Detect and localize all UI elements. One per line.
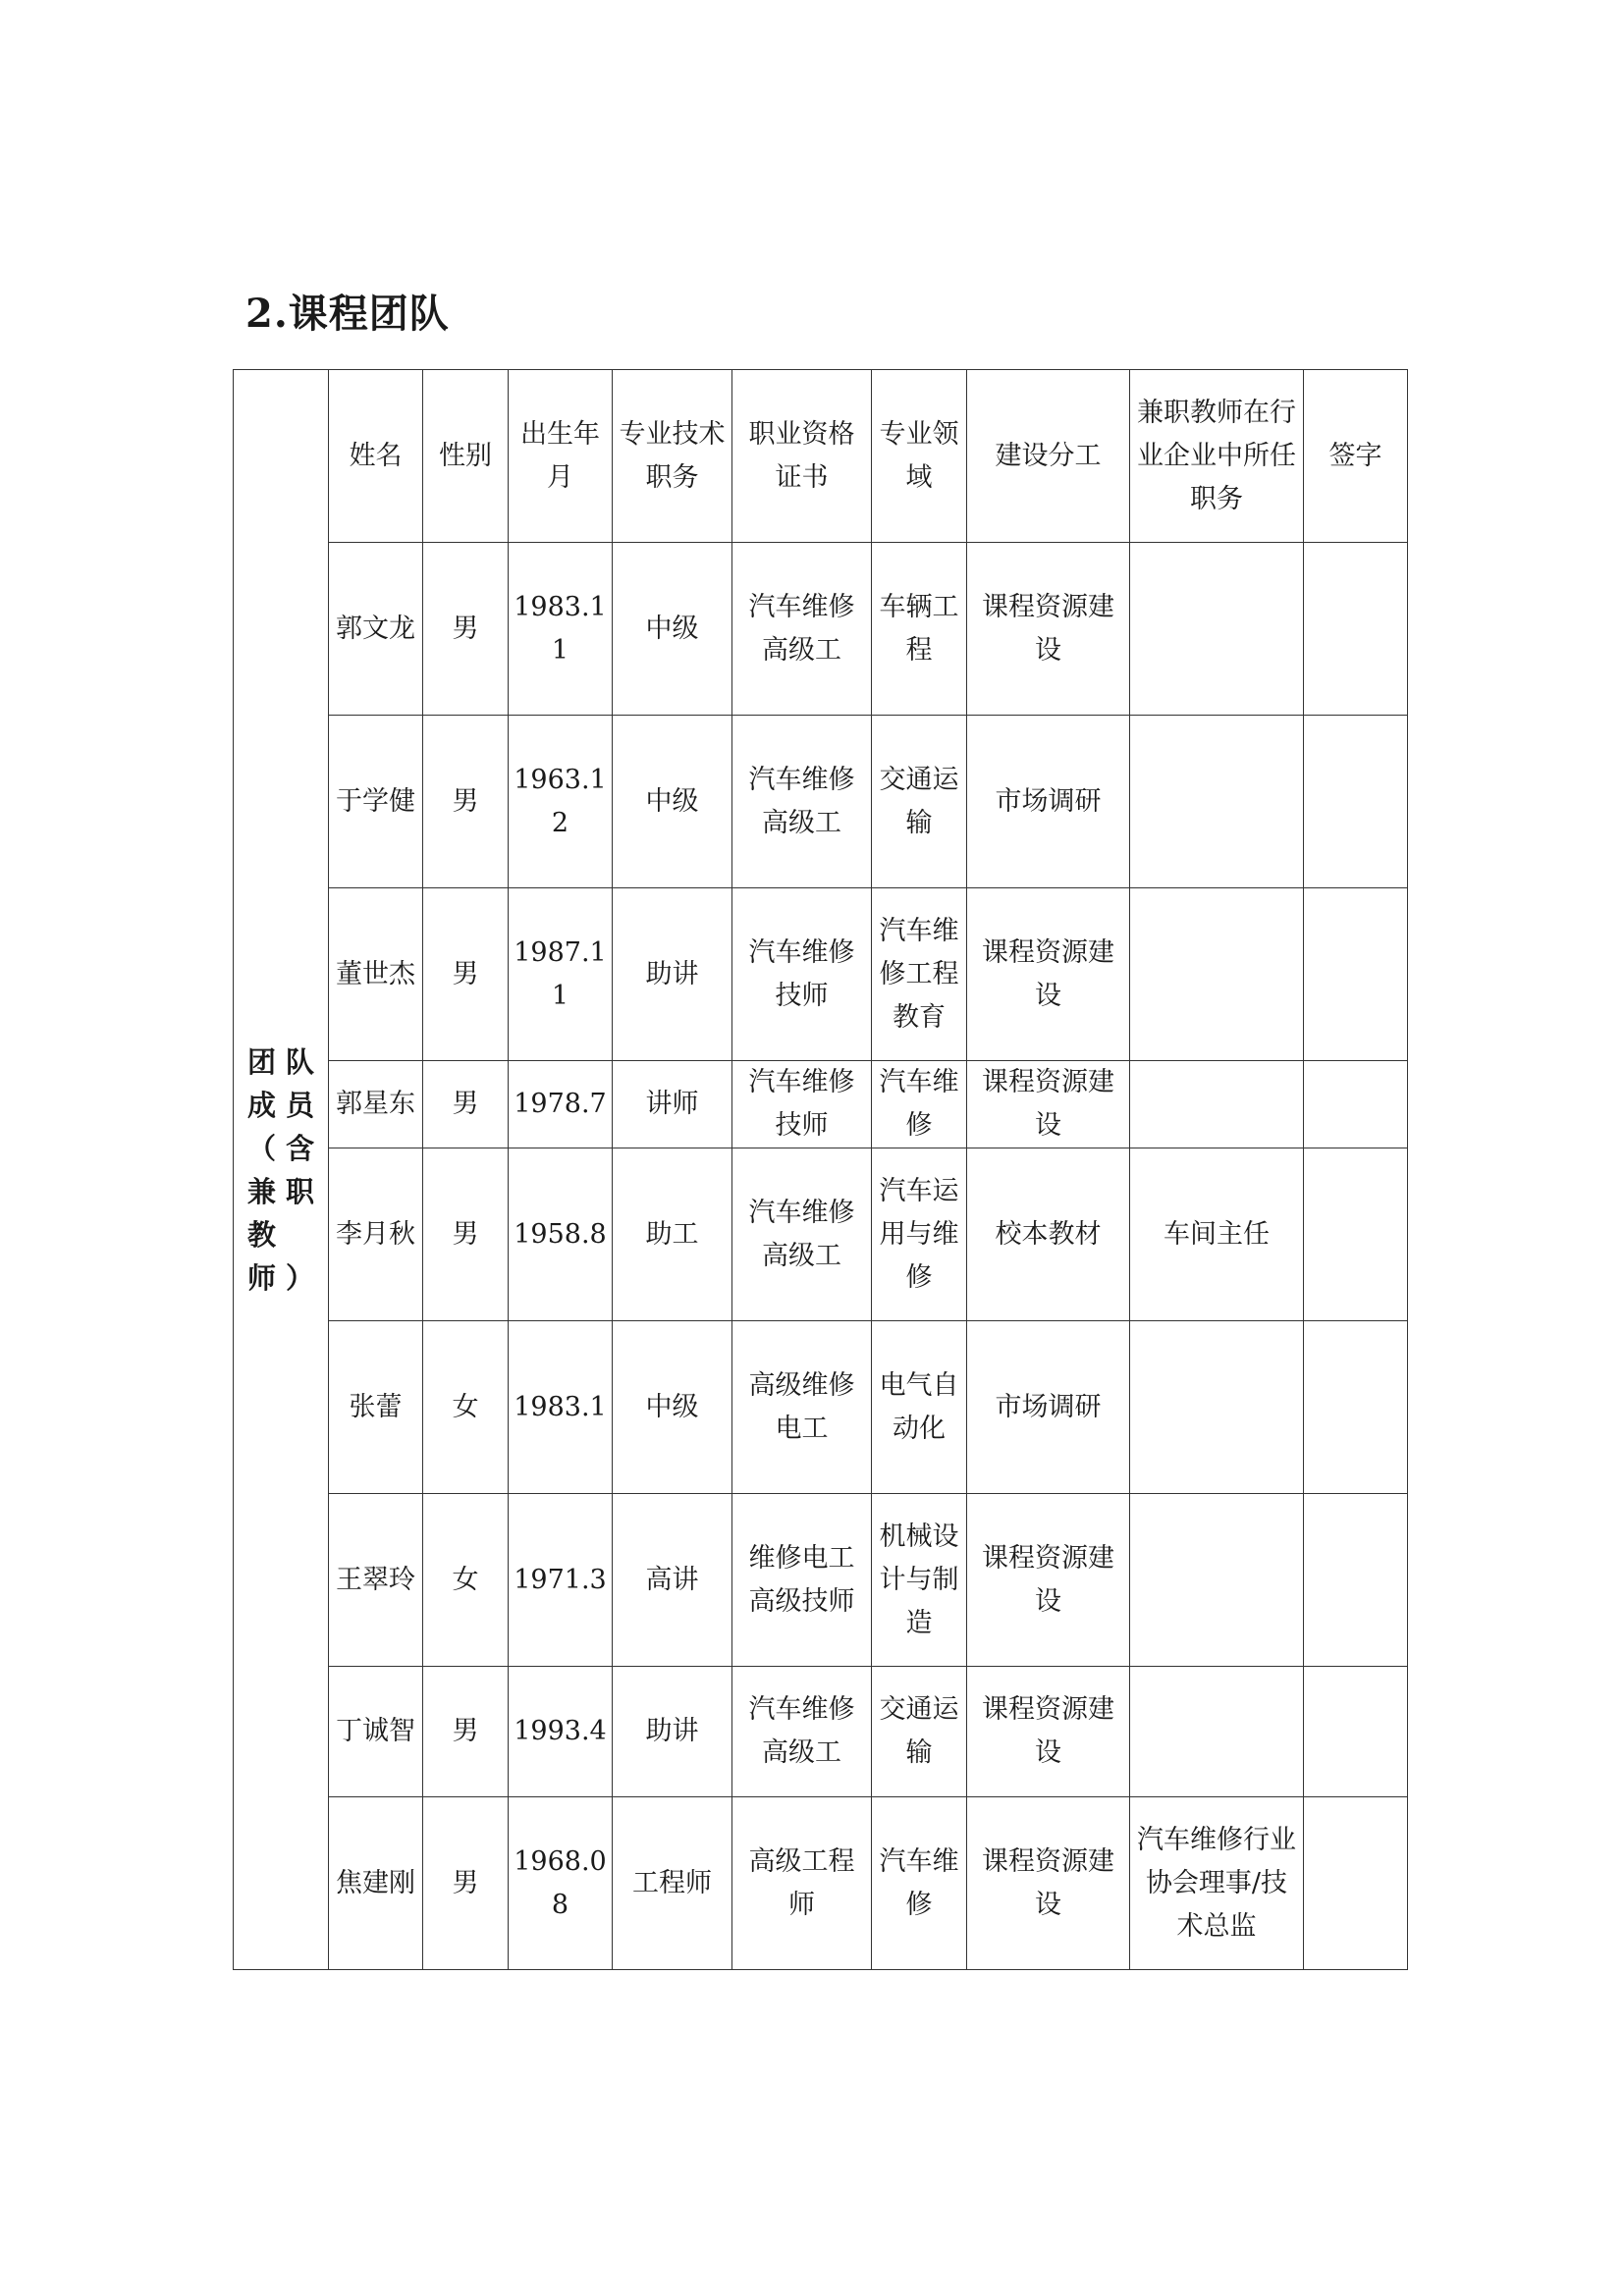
cell-signature[interactable] [1304, 1321, 1408, 1494]
cell-birth: 1963.12 [509, 716, 613, 888]
cell-cert: 维修电工高级技师 [732, 1494, 872, 1667]
cell-signature[interactable] [1304, 543, 1408, 716]
cell-signature[interactable] [1304, 888, 1408, 1061]
cell-part-time-position: 车间主任 [1130, 1148, 1304, 1321]
header-cert: 职业资格证书 [732, 370, 872, 543]
header-title: 专业技术职务 [613, 370, 732, 543]
cell-name: 王翠玲 [329, 1494, 423, 1667]
cell-signature[interactable] [1304, 1061, 1408, 1148]
cell-title: 高讲 [613, 1494, 732, 1667]
cell-birth: 1978.7 [509, 1061, 613, 1148]
header-role: 建设分工 [967, 370, 1130, 543]
cell-gender: 女 [423, 1321, 509, 1494]
table-row [234, 1321, 1408, 1494]
cell-part-time-position [1130, 1321, 1304, 1494]
header-birth: 出生年月 [509, 370, 613, 543]
cell-role: 课程资源建设 [967, 1494, 1130, 1667]
cell-title: 助工 [613, 1148, 732, 1321]
cell-title: 中级 [613, 716, 732, 888]
cell-cert: 高级工程师 [732, 1797, 872, 1970]
table-row [234, 543, 1408, 716]
table-row [234, 888, 1408, 1061]
cell-field: 机械设计与制造 [872, 1494, 967, 1667]
cell-title: 工程师 [613, 1797, 732, 1970]
cell-field: 汽车维修 [872, 1061, 967, 1148]
cell-cert: 汽车维修高级工 [732, 716, 872, 888]
cell-cert: 汽车维修高级工 [732, 543, 872, 716]
cell-part-time-position [1130, 1667, 1304, 1797]
cell-field: 电气自动化 [872, 1321, 967, 1494]
cell-part-time-position [1130, 716, 1304, 888]
cell-birth: 1958.8 [509, 1148, 613, 1321]
table-row [234, 1061, 1408, 1148]
cell-birth: 1983.11 [509, 543, 613, 716]
header-signature: 签字 [1304, 370, 1408, 543]
cell-field: 汽车维修 [872, 1797, 967, 1970]
cell-role: 市场调研 [967, 1321, 1130, 1494]
cell-name: 郭星东 [329, 1061, 423, 1148]
cell-title: 助讲 [613, 1667, 732, 1797]
cell-gender: 男 [423, 716, 509, 888]
header-part-time-position: 兼职教师在行业企业中所任职务 [1130, 370, 1304, 543]
cell-title: 中级 [613, 1321, 732, 1494]
cell-gender: 男 [423, 1797, 509, 1970]
cell-part-time-position: 汽车维修行业协会理事/技术总监 [1130, 1797, 1304, 1970]
cell-role: 课程资源建设 [967, 1061, 1130, 1148]
cell-field: 车辆工程 [872, 543, 967, 716]
header-gender: 性别 [423, 370, 509, 543]
cell-name: 丁诚智 [329, 1667, 423, 1797]
cell-signature[interactable] [1304, 1667, 1408, 1797]
cell-role: 课程资源建设 [967, 543, 1130, 716]
cell-title: 讲师 [613, 1061, 732, 1148]
cell-part-time-position [1130, 1061, 1304, 1148]
cell-cert: 汽车维修高级工 [732, 1667, 872, 1797]
cell-role: 课程资源建设 [967, 1797, 1130, 1970]
cell-birth: 1971.3 [509, 1494, 613, 1667]
cell-part-time-position [1130, 888, 1304, 1061]
table-row [234, 1797, 1408, 1970]
cell-title: 中级 [613, 543, 732, 716]
cell-signature[interactable] [1304, 1797, 1408, 1970]
cell-field: 交通运输 [872, 1667, 967, 1797]
cell-name: 于学健 [329, 716, 423, 888]
cell-name: 焦建刚 [329, 1797, 423, 1970]
cell-cert: 汽车维修高级工 [732, 1148, 872, 1321]
team-table [233, 369, 1408, 1970]
header-field: 专业领域 [872, 370, 967, 543]
table-row [234, 1148, 1408, 1321]
cell-gender: 男 [423, 1061, 509, 1148]
group-label-cell: 团队成员（含兼职教师） [234, 370, 329, 1970]
cell-signature[interactable] [1304, 1148, 1408, 1321]
cell-role: 市场调研 [967, 716, 1130, 888]
table-row [234, 1667, 1408, 1797]
cell-birth: 1983.1 [509, 1321, 613, 1494]
cell-birth: 1987.11 [509, 888, 613, 1061]
cell-field: 汽车运用与维修 [872, 1148, 967, 1321]
cell-role: 校本教材 [967, 1148, 1130, 1321]
cell-part-time-position [1130, 1494, 1304, 1667]
cell-field: 交通运输 [872, 716, 967, 888]
cell-role: 课程资源建设 [967, 888, 1130, 1061]
cell-signature[interactable] [1304, 1494, 1408, 1667]
cell-field: 汽车维修工程教育 [872, 888, 967, 1061]
cell-gender: 男 [423, 1667, 509, 1797]
cell-role: 课程资源建设 [967, 1667, 1130, 1797]
section-heading: 2.课程团队 [245, 291, 450, 337]
cell-birth: 1993.4 [509, 1667, 613, 1797]
cell-part-time-position [1130, 543, 1304, 716]
header-name: 姓名 [329, 370, 423, 543]
cell-name: 李月秋 [329, 1148, 423, 1321]
table-row [234, 1494, 1408, 1667]
cell-name: 董世杰 [329, 888, 423, 1061]
cell-name: 郭文龙 [329, 543, 423, 716]
table-header-row [234, 370, 1408, 543]
cell-title: 助讲 [613, 888, 732, 1061]
cell-birth: 1968.08 [509, 1797, 613, 1970]
cell-name: 张蕾 [329, 1321, 423, 1494]
cell-cert: 汽车维修技师 [732, 888, 872, 1061]
table-row [234, 716, 1408, 888]
cell-cert: 高级维修电工 [732, 1321, 872, 1494]
cell-gender: 男 [423, 888, 509, 1061]
cell-gender: 女 [423, 1494, 509, 1667]
cell-signature[interactable] [1304, 716, 1408, 888]
cell-cert: 汽车维修技师 [732, 1061, 872, 1148]
cell-gender: 男 [423, 543, 509, 716]
cell-gender: 男 [423, 1148, 509, 1321]
